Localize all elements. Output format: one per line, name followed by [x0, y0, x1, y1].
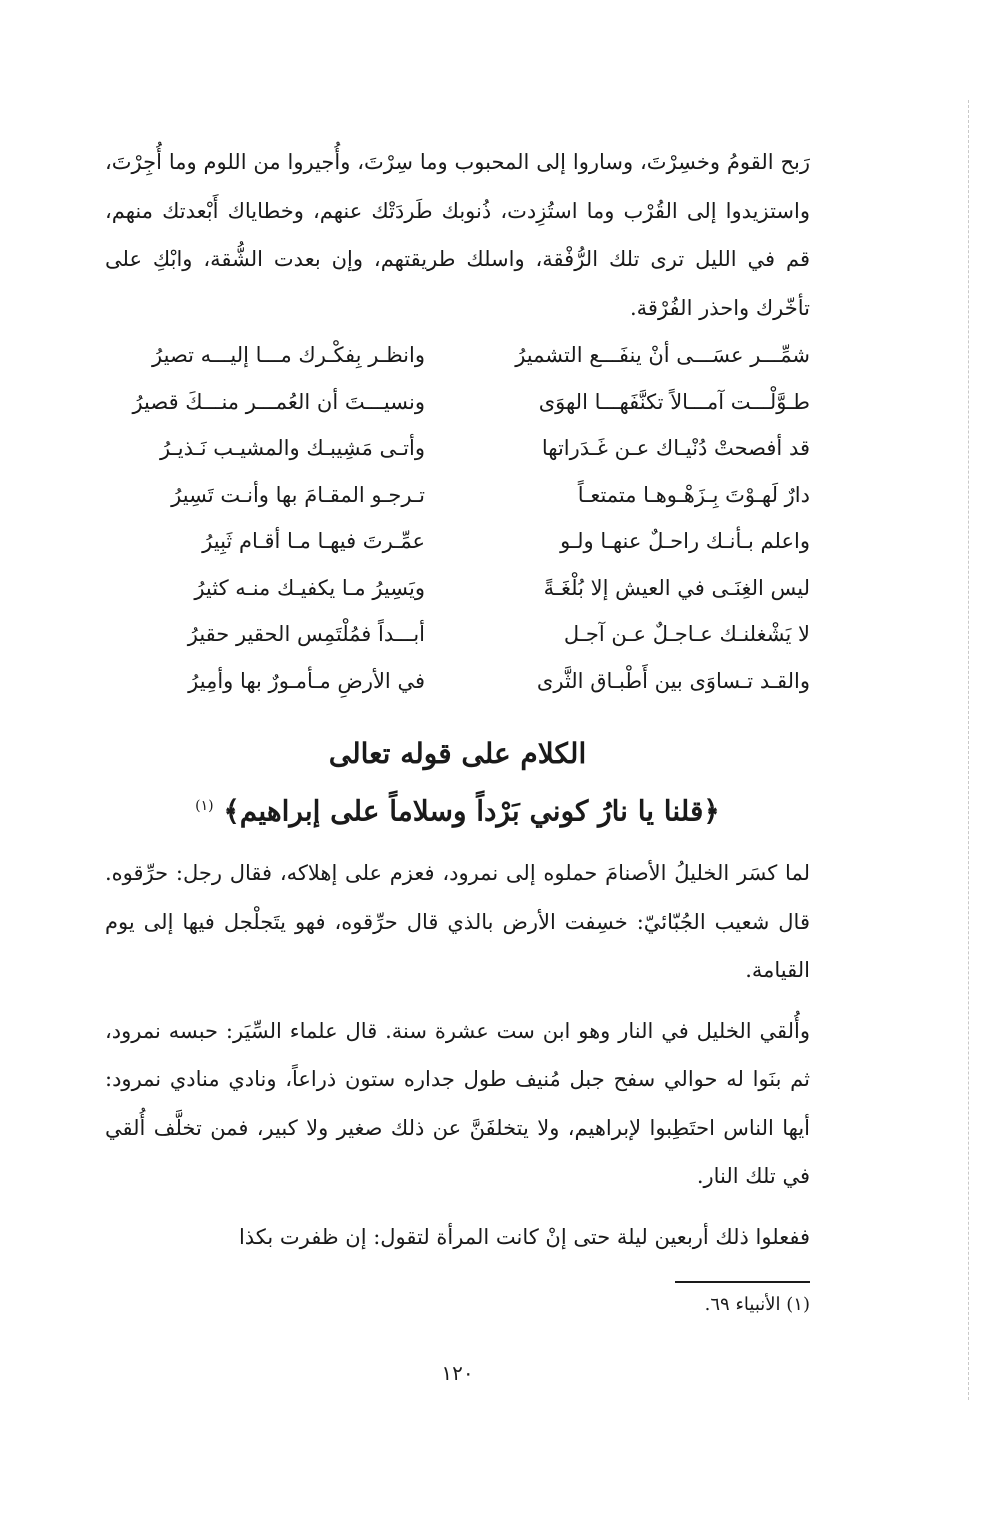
- book-page: [105, 138, 810, 1385]
- verse-left-hemistich: تـرجـو المقـامَ بها وأنـت تَسِيرُ: [171, 482, 425, 507]
- verse: [105, 611, 810, 658]
- body-paragraph: وأُلقي الخليل في النار وهو ابن ست عشرة سنة. قال علماء السِّيَر: حبسه نمرود، ثم بنَوا له حوالي سفح جبل مُنيف طول جداره ستون ذراعاً، ونادي منادي نمرود: أيها الناس احتَطِبوا لإبراهيم، ولا يتخلفَنَّ عن ذلك صغير ولا كبير، فمن تخلَّف أُلقي في تلك النار.: [105, 1018, 810, 1189]
- verse: [105, 425, 810, 472]
- section-heading-quran-verse: [105, 780, 810, 837]
- verse-right-hemistich: قد أفصحتْ دُنْيـاك عـن غَـدَراتها: [541, 436, 810, 461]
- body-paragraph: لما كسَر الخليلُ الأصنامَ حملوه إلى نمرود، فعزم على إهلاكه، فقال رجل: حرِّقوه. قال شعيب الجُبّائيّ: خسِفت الأرض بالذي قال حرِّقوه، فهو يتَجلْجل فيها إلى يوم القيامة.: [105, 861, 810, 983]
- verse: [105, 332, 810, 379]
- page-gutter-line: [968, 100, 969, 1400]
- verse-right-hemistich: لا يَشْغلنـك عـاجـلٌ عـن آجـل: [563, 622, 810, 647]
- intro-paragraph: رَبح القومُ وخسِرْتَ، وساروا إلى المحبوب وما سِرْتَ، وأُجيروا من اللوم وما أُجِرْتَ، واستزيدوا إلى القُرْب وما استُزِدت، ذُنوبك طَردَتْك عنهم، وخطاياك أَبْعدتك منهم، قم في الليل ترى تلك الرُّفْقة، واسلك طريقتهم، وإن بعدت الشُّقة، وابْكِ على تأخّرك واحذر الفُرْقة.: [105, 150, 810, 320]
- verse-left-hemistich: في الأرضِ مـأمـورٌ بها وأمِيرُ: [188, 668, 425, 693]
- verse-left-hemistich: ونسيـــتَ أن العُمـــر منـــكَ قصيرُ: [132, 389, 425, 414]
- verse-left-hemistich: أبـــداً فمُلْتَمِس الحقير حقيرُ: [187, 622, 425, 647]
- verse: [105, 658, 810, 705]
- verse-left-hemistich: عمِّـرتَ فيهـا مـا أقـام ثَبِيرُ: [202, 529, 425, 554]
- verse-left-hemistich: وأتـى مَشِيبـك والمشيـب نَـذيـرُ: [160, 436, 425, 461]
- poem: [105, 332, 810, 704]
- verse-right-hemistich: واعلم بـأنـك راحـلٌ عنهـا ولـو: [560, 529, 810, 554]
- verse: [105, 518, 810, 565]
- verse: [105, 565, 810, 612]
- page-number: ١٢٠: [441, 1361, 474, 1386]
- verse: [105, 379, 810, 426]
- section-heading: الكلام على قوله تعالى: [328, 737, 587, 770]
- verse-right-hemistich: والقـد تـساوَى بين أَطْبـاق الثَّرى: [536, 668, 810, 693]
- verse: [105, 472, 810, 519]
- footnote: (١) الأنبياء ٦٩.: [704, 1294, 810, 1316]
- verse-right-hemistich: طـوَّلْـــت آمـــالاً تكنَّفَهـــا الهوَى: [538, 389, 810, 414]
- verse-right-hemistich: دارٌ لَهـوْتَ بِـزَهْـوهـا متمتعـاً: [577, 482, 810, 507]
- body-paragraph: ففعلوا ذلك أربعين ليلة حتى إنْ كانت المرأة لتقول: إن ظفرت بكذا: [238, 1224, 810, 1249]
- quran-verse-text: ﴿قلنا يا نارُ كوني بَرْداً وسلاماً على إبراهيم﴾: [223, 794, 720, 828]
- verse-right-hemistich: شمِّـــر عسَـــى أنْ ينفَـــع التشميرُ: [515, 343, 810, 368]
- verse-left-hemistich: ويَسِيرُ مـا يكفيـك منـه كثيرُ: [194, 575, 425, 600]
- verse-left-hemistich: وانظـر بِفكْـرك مـــا إليـــه تصيرُ: [152, 343, 425, 368]
- verse-right-hemistich: ليس الغِنَـى في العيش إلا بُلْغَـةً: [543, 575, 810, 600]
- footnote-marker: (١): [195, 798, 214, 814]
